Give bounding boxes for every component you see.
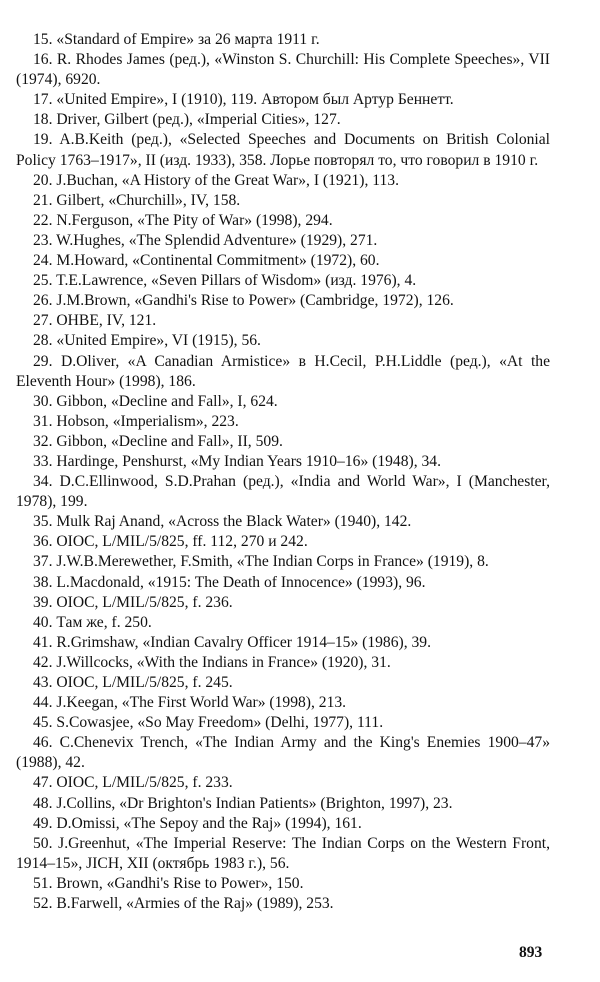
endnote-26: 26. J.M.Brown, «Gandhi's Rise to Power» (Cambridge, 1972), 126. [33,292,454,310]
endnote-52: 52. B.Farwell, «Armies of the Raj» (1989), 253. [33,895,334,913]
endnote-16: 16. R. Rhodes James (ред.), «Winston S. Churchill: His Complete Speeches», VII (1974), 6920. [16,51,550,89]
endnote-35: 35. Mulk Raj Anand, «Across the Black Water» (1940), 142. [33,513,412,531]
endnote-30: 30. Gibbon, «Decline and Fall», I, 624. [33,392,278,410]
endnote-31: 31. Hobson, «Imperialism», 223. [33,412,239,430]
endnote-19: 19. A.B.Keith (ред.), «Selected Speeches and Documents on British Colonial Policy 1763–1917», II (изд. 1933), 358. Лорье повторял то, что говорил в 1910 г. [16,131,550,169]
endnote-33: 33. Hardinge, Penshurst, «My Indian Years 1910–16» (1948), 34. [33,452,442,470]
endnote-44: 44. J.Keegan, «The First World War» (1998), 213. [33,694,347,712]
endnote-49: 49. D.Omissi, «The Sepoy and the Raj» (1994), 161. [33,814,362,832]
endnotes-list [16,30,550,914]
endnote-37: 37. J.W.B.Merewether, F.Smith, «The Indian Corps in France» (1919), 8. [33,553,489,571]
endnote-48: 48. J.Collins, «Dr Brighton's Indian Patients» (Brighton, 1997), 23. [33,794,453,812]
endnote-24: 24. M.Howard, «Continental Commitment» (1972), 60. [33,252,380,270]
endnote-36: 36. OIOC, L/MIL/5/825, ff. 112, 270 и 242. [33,533,308,551]
endnote-42: 42. J.Willcocks, «With the Indians in France» (1920), 31. [33,653,391,671]
endnote-23: 23. W.Hughes, «The Splendid Adventure» (1929), 271. [33,231,378,249]
endnote-22: 22. N.Ferguson, «The Pity of War» (1998), 294. [33,211,333,229]
endnote-38: 38. L.Macdonald, «1915: The Death of Innocence» (1993), 96. [33,573,426,591]
endnote-21: 21. Gilbert, «Churchill», IV, 158. [33,191,241,209]
endnote-51: 51. Brown, «Gandhi's Rise to Power», 150. [33,874,304,892]
endnote-41: 41. R.Grimshaw, «Indian Cavalry Officer 1914–15» (1986), 39. [33,633,431,651]
endnote-29: 29. D.Oliver, «A Canadian Armistice» в H.Cecil, P.H.Liddle (ред.), «At the Eleventh Hour» (1998), 186. [16,352,550,390]
endnote-46: 46. C.Chenevix Trench, «The Indian Army and the King's Enemies 1900–47» (1988), 42. [16,734,550,772]
endnote-40: 40. Там же, f. 250. [33,613,152,631]
endnote-34: 34. D.C.Ellinwood, S.D.Prahan (ред.), «India and World War», I (Manchester, 1978), 199. [16,473,550,511]
endnote-50: 50. J.Greenhut, «The Imperial Reserve: The Indian Corps on the Western Front, 1914–15», JICH, XII (октябрь 1983 г.), 56. [16,834,550,872]
endnote-27: 27. OHBE, IV, 121. [33,312,157,330]
endnote-45: 45. S.Cowasjee, «So May Freedom» (Delhi, 1977), 111. [33,714,384,732]
endnote-20: 20. J.Buchan, «A History of the Great War», I (1921), 113. [33,171,399,189]
endnote-39: 39. OIOC, L/MIL/5/825, f. 236. [33,593,233,611]
endnote-18: 18. Driver, Gilbert (ред.), «Imperial Cities», 127. [33,111,341,129]
endnote-15: 15. «Standard of Empire» за 26 марта 1911 г. [33,31,320,48]
endnote-32: 32. Gibbon, «Decline and Fall», II, 509. [33,432,283,450]
endnote-25: 25. T.E.Lawrence, «Seven Pillars of Wisdom» (изд. 1976), 4. [33,272,417,290]
endnote-47: 47. OIOC, L/MIL/5/825, f. 233. [33,774,233,792]
endnote-28: 28. «United Empire», VI (1915), 56. [33,332,261,350]
endnote-43: 43. OIOC, L/MIL/5/825, f. 245. [33,674,233,691]
page-number: 893 [519,944,543,961]
endnote-17: 17. «United Empire», I (1910), 119. Автором был Артур Беннетт. [33,91,454,109]
